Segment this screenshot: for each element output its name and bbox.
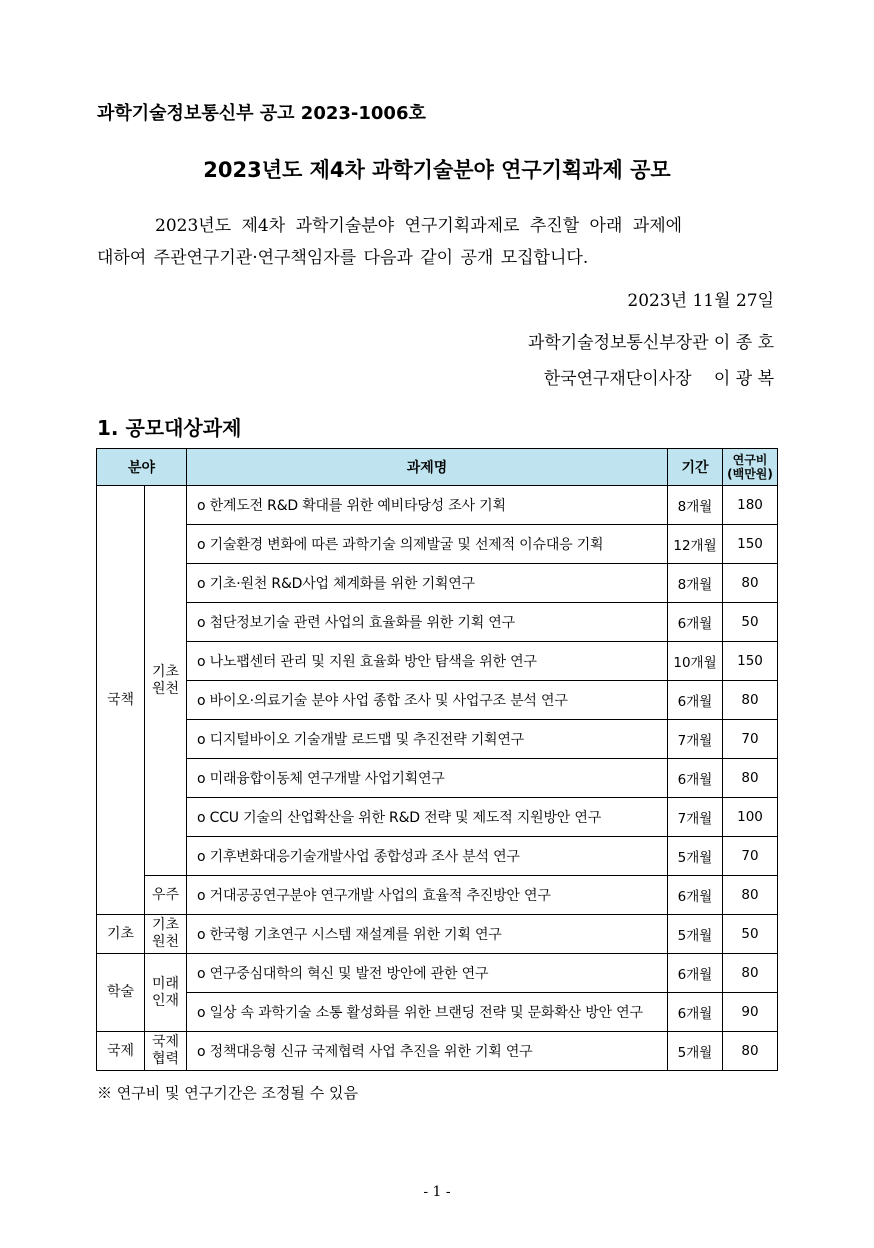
group-intl-cooperation: 국제 협력 bbox=[145, 1032, 187, 1071]
task-budget: 80 bbox=[723, 681, 778, 720]
table-row bbox=[97, 759, 778, 798]
task-period: 6개월 bbox=[668, 954, 723, 993]
task-budget: 80 bbox=[723, 759, 778, 798]
task-title: o 연구중심대학의 혁신 및 발전 방안에 관한 연구 bbox=[187, 954, 668, 993]
task-title: o 거대공공연구분야 연구개발 사업의 효율적 추진방안 연구 bbox=[187, 876, 668, 915]
table-row bbox=[97, 642, 778, 681]
task-title: o 정책대응형 신규 국제협력 사업 추진을 위한 기획 연구 bbox=[187, 1032, 668, 1071]
task-budget: 80 bbox=[723, 876, 778, 915]
task-period: 6개월 bbox=[668, 993, 723, 1032]
notice-number: 과학기술정보통신부 공고 2023-1006호 bbox=[97, 103, 426, 124]
task-budget: 150 bbox=[723, 525, 778, 564]
task-budget: 100 bbox=[723, 798, 778, 837]
task-budget: 80 bbox=[723, 954, 778, 993]
signatory-foundation: 한국연구재단이사장 이 광 복 bbox=[543, 369, 774, 389]
task-period: 12개월 bbox=[668, 525, 723, 564]
table-row bbox=[97, 720, 778, 759]
task-budget: 180 bbox=[723, 486, 778, 525]
table-header-row bbox=[97, 449, 778, 486]
task-title: o 바이오·의료기술 분야 사업 종합 조사 및 사업구조 분석 연구 bbox=[187, 681, 668, 720]
table-row bbox=[97, 954, 778, 993]
group-basic-source-2: 기초 원천 bbox=[145, 915, 187, 954]
table-row bbox=[97, 564, 778, 603]
task-period: 6개월 bbox=[668, 603, 723, 642]
intro-line-2: 대하여 주관연구기관·연구책임자를 다음과 같이 공개 모집합니다. bbox=[97, 248, 589, 268]
task-title: o 일상 속 과학기술 소통 활성화를 위한 브랜딩 전략 및 문화확산 방안 연구 bbox=[187, 993, 668, 1032]
group-space: 우주 bbox=[145, 876, 187, 915]
group-national: 국책 bbox=[97, 486, 145, 915]
header-task: 과제명 bbox=[187, 449, 668, 486]
section-title: 1. 공모대상과제 bbox=[97, 416, 242, 440]
task-title: o 한계도전 R&D 확대를 위한 예비타당성 조사 기획 bbox=[187, 486, 668, 525]
header-period: 기간 bbox=[668, 449, 723, 486]
task-budget: 80 bbox=[723, 1032, 778, 1071]
task-period: 5개월 bbox=[668, 837, 723, 876]
table-row bbox=[97, 915, 778, 954]
task-title: o 기초·원천 R&D사업 체계화를 위한 기획연구 bbox=[187, 564, 668, 603]
task-period: 5개월 bbox=[668, 1032, 723, 1071]
task-budget: 90 bbox=[723, 993, 778, 1032]
group-basic: 기초 bbox=[97, 915, 145, 954]
table-row bbox=[97, 837, 778, 876]
task-budget: 80 bbox=[723, 564, 778, 603]
header-budget-line2: (백만원) bbox=[727, 467, 773, 481]
task-period: 5개월 bbox=[668, 915, 723, 954]
table-row bbox=[97, 603, 778, 642]
group-future-talent: 미래 인재 bbox=[145, 954, 187, 1032]
task-period: 7개월 bbox=[668, 720, 723, 759]
table-row bbox=[97, 993, 778, 1032]
table-row bbox=[97, 486, 778, 525]
task-budget: 70 bbox=[723, 720, 778, 759]
task-title: o 기후변화대응기술개발사업 종합성과 조사 분석 연구 bbox=[187, 837, 668, 876]
task-title: o 미래융합이동체 연구개발 사업기획연구 bbox=[187, 759, 668, 798]
page-number: - 1 - bbox=[423, 1184, 451, 1200]
task-period: 10개월 bbox=[668, 642, 723, 681]
task-title: o 디지털바이오 기술개발 로드맵 및 추진전략 기획연구 bbox=[187, 720, 668, 759]
footnote: ※ 연구비 및 연구기간은 조정될 수 있음 bbox=[97, 1084, 358, 1102]
group-basic-source: 기초 원천 bbox=[145, 486, 187, 876]
task-period: 6개월 bbox=[668, 759, 723, 798]
task-table bbox=[96, 448, 778, 1071]
notice-date: 2023년 11월 27일 bbox=[627, 291, 774, 311]
group-academic: 학술 bbox=[97, 954, 145, 1032]
task-period: 7개월 bbox=[668, 798, 723, 837]
group-international: 국제 bbox=[97, 1032, 145, 1071]
table-row bbox=[97, 798, 778, 837]
task-period: 8개월 bbox=[668, 564, 723, 603]
task-budget: 50 bbox=[723, 603, 778, 642]
task-budget: 50 bbox=[723, 915, 778, 954]
task-title: o 첨단정보기술 관련 사업의 효율화를 위한 기획 연구 bbox=[187, 603, 668, 642]
intro-line-1: 2023년도 제4차 과학기술분야 연구기획과제로 추진할 아래 과제에 bbox=[155, 216, 683, 236]
header-field: 분야 bbox=[97, 449, 187, 486]
task-budget: 150 bbox=[723, 642, 778, 681]
task-period: 6개월 bbox=[668, 876, 723, 915]
table-row bbox=[97, 1032, 778, 1071]
task-period: 6개월 bbox=[668, 681, 723, 720]
page-title: 2023년도 제4차 과학기술분야 연구기획과제 공모 bbox=[203, 158, 671, 182]
task-budget: 70 bbox=[723, 837, 778, 876]
task-period: 8개월 bbox=[668, 486, 723, 525]
task-title: o CCU 기술의 산업확산을 위한 R&D 전략 및 제도적 지원방안 연구 bbox=[187, 798, 668, 837]
task-title: o 나노팹센터 관리 및 지원 효율화 방안 탐색을 위한 연구 bbox=[187, 642, 668, 681]
task-title: o 한국형 기초연구 시스템 재설계를 위한 기획 연구 bbox=[187, 915, 668, 954]
header-budget bbox=[723, 449, 778, 486]
header-budget-line1: 연구비 bbox=[732, 453, 768, 467]
task-title: o 기술환경 변화에 따른 과학기술 의제발굴 및 선제적 이슈대응 기획 bbox=[187, 525, 668, 564]
signatory-minister: 과학기술정보통신부장관 이 종 호 bbox=[527, 333, 774, 353]
table-row bbox=[97, 876, 778, 915]
table-row bbox=[97, 681, 778, 720]
table-row bbox=[97, 525, 778, 564]
